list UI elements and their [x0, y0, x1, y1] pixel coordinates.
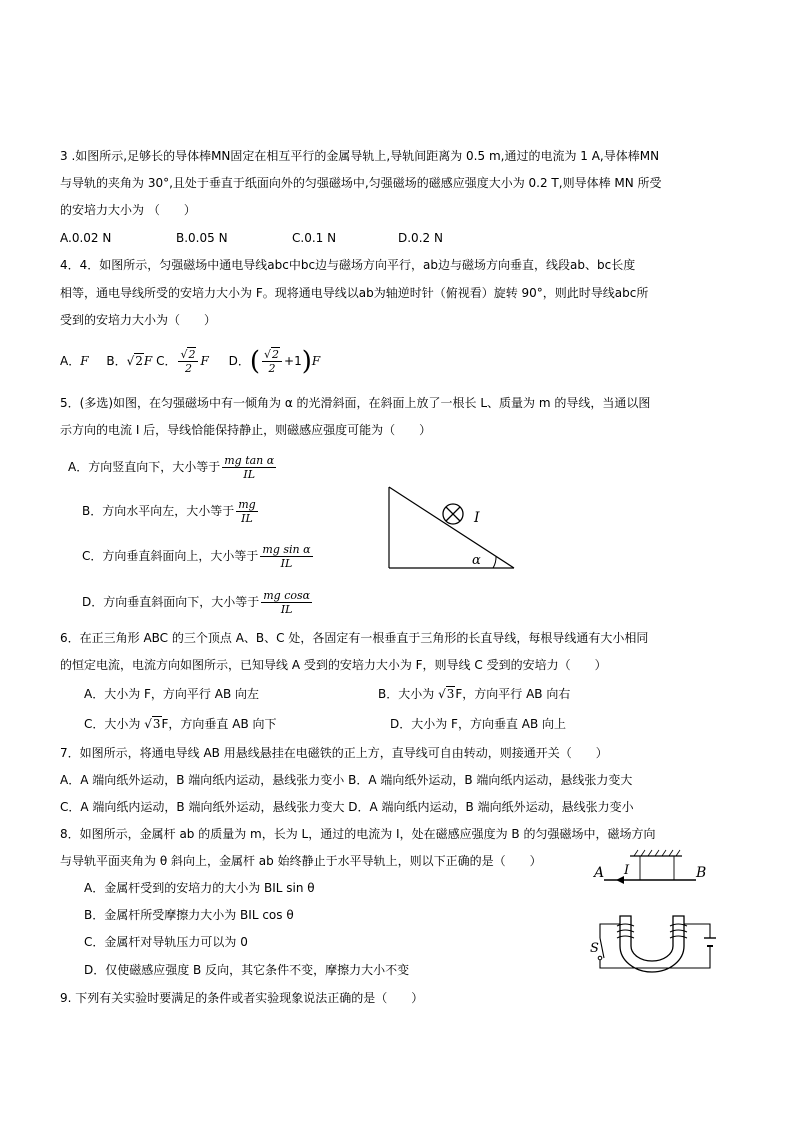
q6-option-c-suffix: F，方向垂直 AB 向下: [161, 717, 277, 731]
q5-option-c: [82, 541, 315, 571]
circuit-left-upper: [600, 924, 620, 938]
q4-line-3: 受到的安培力大小为（ ）: [60, 313, 217, 327]
q4-option-d-open-paren: (: [249, 346, 261, 377]
q3-option-c: C.0.1 N: [292, 231, 337, 245]
q4-option-c-denominator: 2: [184, 362, 192, 375]
incline-slope-edge: [389, 487, 514, 568]
q4-line-2: 相等，通电导线所受的安培力大小为 F。现将通电导线以ab为轴逆时针（俯视看）旋转 90°，则此时导线abc所: [60, 286, 649, 300]
fig-angle-label: α: [472, 553, 481, 568]
fig-current-label: I: [474, 510, 480, 526]
q6-option-b-suffix: F，方向平行 AB 向右: [455, 687, 571, 701]
q3-option-b: B.0.05 N: [176, 231, 228, 245]
q4-option-d-plus-one: +1: [284, 354, 302, 368]
q4-option-d-fraction: $\frac{√2}{2}$: [262, 348, 282, 375]
q5-option-c-numerator: mg sin α: [262, 543, 311, 556]
q3-option-a: A.0.02 N: [60, 231, 112, 245]
q6-option-b-radicand: 3: [446, 687, 455, 701]
current-into-page-icon: [443, 504, 463, 524]
q8-option-d: D．仅使磁感应强度 B 反向，其它条件不变，摩擦力大小不变: [84, 963, 410, 977]
q4-option-c-fraction: $\frac{√2}{2}$: [178, 348, 198, 375]
q4-option-b-sqrt: √2: [126, 354, 143, 368]
q8-line-1: 8．如图所示，金属杆 ab 的质量为 m，长为 L，通过的电流为 I，处在磁感应强度为 B 的匀强磁场中，磁场方向: [60, 827, 656, 841]
q6-option-b-sqrt: √3: [438, 687, 455, 701]
q5-option-d-text: D．方向垂直斜面向下，大小等于: [82, 595, 260, 609]
q7-options-cd: C．A 端向纸内运动，B 端向纸外运动，悬线张力变大 D．A 端向纸内运动，B 端向纸外运动，悬线张力变小: [60, 800, 634, 814]
q5-option-a-numerator: mg tan α: [224, 454, 275, 467]
q5-incline-figure: [380, 482, 520, 574]
q6-option-c-radicand: 3: [152, 717, 161, 731]
angle-arc: [493, 556, 496, 568]
q6-option-d: D．大小为 F，方向垂直 AB 向上: [390, 717, 567, 731]
q4-option-c-label: C．: [156, 354, 177, 368]
q4-line-1: 4．4．如图所示，匀强磁场中通电导线abc中bc边与磁场方向平行，ab边与磁场方向垂直，线段ab、bc长度: [60, 258, 636, 272]
fig-label-i: I: [624, 863, 630, 878]
q6-option-b-prefix: B．大小为: [378, 687, 435, 701]
q4-option-c-value: F: [200, 354, 209, 368]
q5-option-a-denominator: IL: [243, 468, 256, 481]
q5-option-b-numerator: mg: [238, 498, 256, 511]
q5-option-b-denominator: IL: [241, 512, 253, 525]
q6-option-c: [84, 714, 277, 734]
q5-option-c-text: C．方向垂直斜面向上，大小等于: [82, 549, 259, 563]
q4-option-c-radicand: 2: [188, 348, 196, 361]
fig-label-a: A: [594, 865, 605, 881]
fig-label-s: S: [590, 941, 599, 956]
q7-options-ab: A．A 端向纸外运动，B 端向纸内运动，悬线张力变小 B．A 端向纸外运动，B 端向纸内运动，悬线张力变大: [60, 773, 633, 787]
q5-line-1: 5．(多选)如图，在匀强磁场中有一倾角为 α 的光滑斜面，在斜面上放了一根长 L、质量为 m 的导线，当通以图: [60, 396, 651, 410]
q5-option-c-denominator: IL: [280, 557, 293, 570]
q5-option-d-numerator: mg cosα: [263, 589, 311, 602]
q4-option-d-radicand: 2: [272, 348, 280, 361]
q5-option-b-text: B．方向水平向左，大小等于: [82, 504, 235, 518]
q3-line-3: 的安培力大小为 （ ）: [60, 203, 196, 217]
electromagnet-figure: [590, 846, 722, 974]
q8-option-a: A．金属杆受到的安培力的大小为 BIL sin θ: [84, 881, 315, 895]
q4-option-d-close-paren: ): [301, 346, 312, 377]
q5-option-b: [82, 496, 260, 526]
q3-option-d: D.0.2 N: [398, 231, 443, 245]
q5-option-a: [68, 452, 278, 482]
q6-option-b: [378, 684, 570, 704]
switch-contact: [598, 956, 602, 960]
fig-label-b: B: [696, 865, 707, 881]
q5-option-d-denominator: IL: [280, 603, 293, 616]
q4-options: [60, 348, 320, 375]
q5-option-d: [82, 587, 314, 617]
q4-option-b-radicand: 2: [135, 354, 143, 368]
q8-option-c: C．金属杆对导轨压力可以为 0: [84, 935, 248, 949]
q4-option-d-label: D．: [228, 354, 250, 368]
q4-option-a-label: A．: [60, 354, 81, 368]
q6-option-c-sqrt: √3: [144, 717, 161, 731]
ceiling-hatching: [634, 850, 680, 856]
q4-option-d-value: F: [311, 354, 321, 368]
q6-option-a: A．大小为 F，方向平行 AB 向左: [84, 687, 259, 701]
q6-line-2: 的恒定电流，电流方向如图所示，已知导线 A 受到的安培力大小为 F，则导线 C 受到的安培力（ ）: [60, 658, 607, 672]
q6-line-1: 6．在正三角形 ABC 的三个顶点 A、B、C 处，各固定有一根垂直于三角形的长直导线，每根导线通有大小相同: [60, 631, 649, 645]
q7-line-1: 7．如图所示，将通电导线 AB 用悬线悬挂在电磁铁的正上方，直导线可自由转动，则接通开关（ ）: [60, 746, 608, 760]
q5-line-2: 示方向的电流 I 后，导线恰能保持静止，则磁感应强度可能为（ ）: [60, 423, 432, 437]
q3-line-1: 3 .如图所示,足够长的导体棒MN固定在相互平行的金属导轨上,导轨间距离为 0.5 m,通过的电流为 1 A,导体棒MN: [60, 149, 660, 163]
q4-option-b-value: F: [143, 354, 153, 368]
q3-line-2: 与导轨的夹角为 30°,且处于垂直于纸面向外的匀强磁场中,匀强磁场的磁感应强度大小为 0.2 T,则导体棒 MN 所受: [60, 176, 662, 190]
q8-option-b: B．金属杆所受摩擦力大小为 BIL cos θ: [84, 908, 294, 922]
q4-option-b-label: B．: [106, 354, 127, 368]
q8-line-2: 与导轨平面夹角为 θ 斜向上，金属杆 ab 始终静止于水平导轨上，则以下正确的是（ ）: [60, 854, 542, 868]
q5-option-a-text: A．方向竖直向下，大小等于: [68, 460, 221, 474]
q4-option-d-denominator: 2: [268, 362, 276, 375]
q9-line-1: 9. 下列有关实验时要满足的条件或者实验现象说法正确的是（ ）: [60, 991, 424, 1005]
q6-option-c-prefix: C．大小为: [84, 717, 141, 731]
current-arrow-icon: [616, 876, 624, 884]
circuit-right-upper: [684, 924, 710, 938]
q4-option-a-value: F: [80, 354, 89, 368]
switch-lever: [600, 938, 604, 958]
